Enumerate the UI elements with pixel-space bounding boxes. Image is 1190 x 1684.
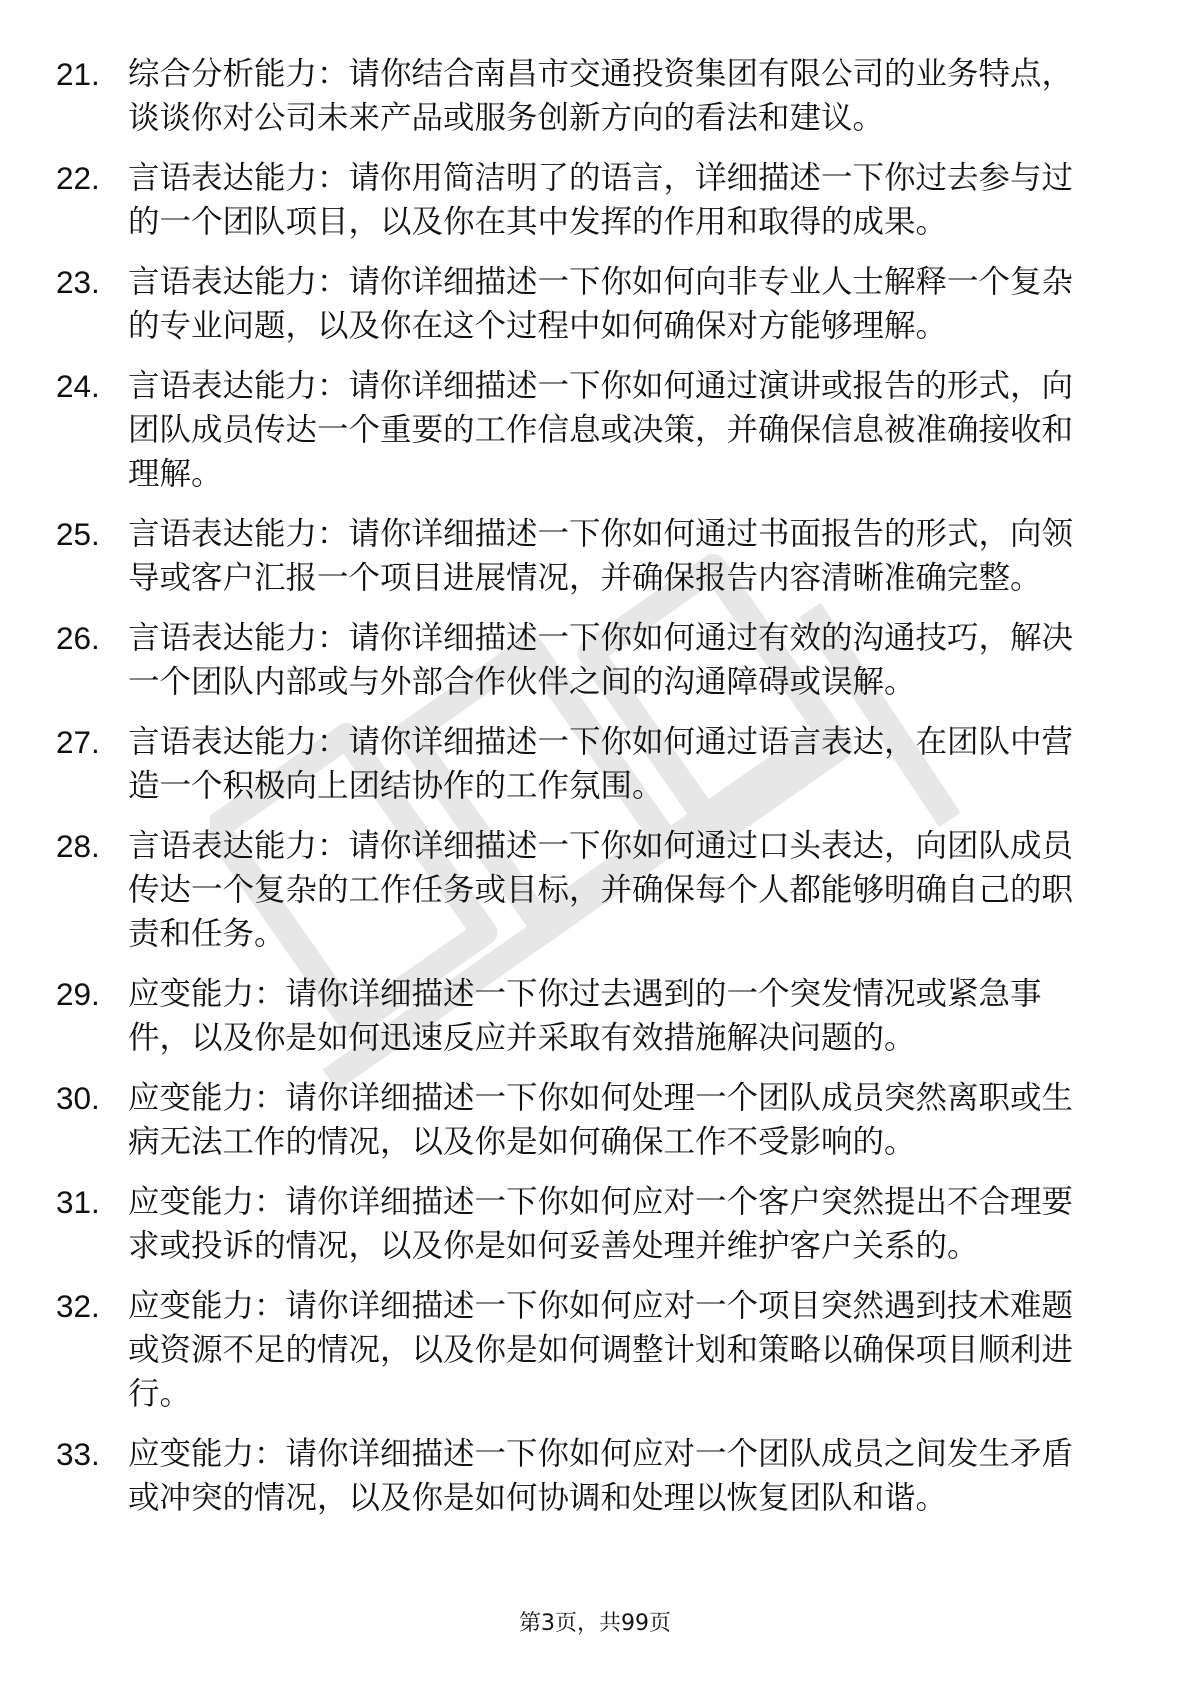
question-number: 26. (56, 620, 100, 656)
page-footer (0, 1606, 1190, 1637)
question-text: 综合分析能力：请你结合南昌市交通投资集团有限公司的业务特点，谈谈你对公司未来产品或服务创新方向的看法和建议。 (128, 56, 1074, 136)
question-number: 30. (56, 1080, 100, 1116)
page-number-label: 第3页，共99页 (519, 1611, 671, 1636)
question-item (0, 1180, 1190, 1268)
question-number: 24. (56, 368, 100, 404)
question-list (0, 52, 1190, 1536)
question-item (0, 972, 1190, 1060)
question-item (0, 52, 1190, 140)
question-number: 31. (56, 1184, 100, 1220)
question-text: 应变能力：请你详细描述一下你如何处理一个团队成员突然离职或生病无法工作的情况，以及你是如何确保工作不受影响的。 (128, 1080, 1074, 1160)
question-number: 33. (56, 1436, 100, 1472)
question-item (0, 364, 1190, 496)
question-number: 28. (56, 828, 100, 864)
question-item (0, 156, 1190, 244)
question-item (0, 824, 1190, 956)
question-text: 言语表达能力：请你详细描述一下你如何通过口头表达，向团队成员传达一个复杂的工作任务或目标，并确保每个人都能够明确自己的职责和任务。 (128, 828, 1074, 952)
question-text: 言语表达能力：请你详细描述一下你如何通过语言表达，在团队中营造一个积极向上团结协作的工作氛围。 (128, 724, 1074, 804)
question-text: 言语表达能力：请你用简洁明了的语言，详细描述一下你过去参与过的一个团队项目，以及你在其中发挥的作用和取得的成果。 (128, 160, 1074, 240)
question-item (0, 1284, 1190, 1416)
question-item (0, 1076, 1190, 1164)
question-text: 应变能力：请你详细描述一下你如何应对一个团队成员之间发生矛盾或冲突的情况，以及你是如何协调和处理以恢复团队和谐。 (128, 1436, 1074, 1516)
question-item (0, 1432, 1190, 1520)
question-number: 23. (56, 264, 100, 300)
question-item (0, 512, 1190, 600)
question-text: 应变能力：请你详细描述一下你如何应对一个客户突然提出不合理要求或投诉的情况，以及你是如何妥善处理并维护客户关系的。 (128, 1184, 1074, 1264)
question-number: 22. (56, 160, 100, 196)
question-number: 21. (56, 56, 100, 92)
question-number: 29. (56, 976, 100, 1012)
question-number: 32. (56, 1288, 100, 1324)
question-item (0, 260, 1190, 348)
question-text: 言语表达能力：请你详细描述一下你如何通过书面报告的形式，向领导或客户汇报一个项目进展情况，并确保报告内容清晰准确完整。 (128, 516, 1074, 596)
question-text: 应变能力：请你详细描述一下你如何应对一个项目突然遇到技术难题或资源不足的情况，以及你是如何调整计划和策略以确保项目顺利进行。 (128, 1288, 1074, 1412)
question-text: 言语表达能力：请你详细描述一下你如何向非专业人士解释一个复杂的专业问题，以及你在这个过程中如何确保对方能够理解。 (128, 264, 1074, 344)
question-text: 应变能力：请你详细描述一下你过去遇到的一个突发情况或紧急事件，以及你是如何迅速反应并采取有效措施解决问题的。 (128, 976, 1042, 1056)
question-item (0, 720, 1190, 808)
question-number: 27. (56, 724, 100, 760)
question-text: 言语表达能力：请你详细描述一下你如何通过演讲或报告的形式，向团队成员传达一个重要的工作信息或决策，并确保信息被准确接收和理解。 (128, 368, 1074, 492)
question-item (0, 616, 1190, 704)
question-text: 言语表达能力：请你详细描述一下你如何通过有效的沟通技巧，解决一个团队内部或与外部合作伙伴之间的沟通障碍或误解。 (128, 620, 1074, 700)
question-number: 25. (56, 516, 100, 552)
